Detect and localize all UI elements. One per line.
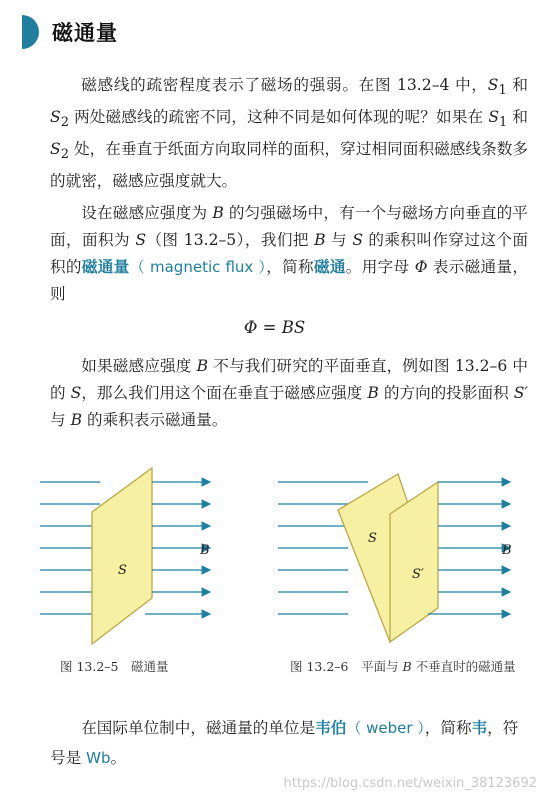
text: 两处磁感线的疏密不同，这种不同是如何体现的呢？如果在 — [68, 108, 489, 127]
paragraph-density — [50, 72, 528, 195]
text: 的匀强磁场中，有一个与磁场方向垂直的平面，面积为 — [50, 204, 528, 249]
text: 如果磁感应强度 — [81, 357, 197, 375]
plane-s — [92, 468, 152, 644]
text: 与 — [50, 411, 71, 429]
var-phi: Φ — [414, 258, 428, 276]
figure-caption-13-2-6 — [290, 657, 530, 676]
text: 磁感线的疏密程度表示了磁场的强弱。在图 13.2–4 中， — [81, 76, 488, 94]
text: （图 13.2–5），我们把 — [146, 231, 315, 249]
text: 的乘积叫作穿过这个面积的 — [50, 231, 528, 276]
var-s: S — [70, 384, 82, 402]
heading-marker — [22, 15, 39, 49]
watermark: https://blog.csdn.net/weixin_38123692 — [283, 776, 537, 791]
english-term: （ magnetic flux ） — [129, 258, 267, 276]
var-b: B — [402, 659, 412, 674]
sub: 1 — [498, 83, 507, 99]
text: 不垂直时的磁通量 — [411, 659, 516, 674]
unit-symbol: Wb — [86, 749, 111, 767]
text: 和 — [507, 108, 528, 127]
figure-oblique-plane — [278, 462, 528, 652]
text: ，符号是 — [50, 719, 519, 767]
var-s1: S — [488, 108, 500, 127]
sub: 2 — [60, 147, 69, 163]
figure-caption-13-2-5: 图 13.2–5 磁通量 — [60, 659, 169, 674]
keyword-flux-short: 磁通 — [313, 258, 346, 276]
text: ，那么我们用这个面在垂直于磁感应强度 — [81, 384, 368, 402]
var-s: S — [135, 231, 147, 249]
section-heading — [0, 14, 118, 50]
text: 表示磁通量，则 — [50, 258, 528, 303]
keyword-weber: 韦伯 — [315, 719, 347, 737]
paragraph-projection — [50, 353, 528, 434]
text: 不与我们研究的平面垂直，例如图 13.2–6 中的 — [50, 357, 529, 402]
flux-formula: Φ = BS — [243, 318, 306, 337]
var-s2: S — [50, 108, 61, 127]
var-b: B — [367, 384, 379, 402]
projection-label: S′ — [412, 567, 424, 582]
keyword-wei: 韦 — [471, 719, 488, 737]
field-label: B — [200, 543, 210, 558]
text: 在国际单位制中，磁通量的单位是 — [81, 719, 316, 737]
var-s-prime: S′ — [513, 384, 528, 402]
field-lines-front — [428, 482, 510, 614]
keyword-magnetic-flux: 磁通量 — [81, 258, 130, 276]
english-term: （ weber ） — [346, 719, 425, 737]
text: 设在磁感应强度为 — [81, 204, 213, 222]
var-b: B — [212, 204, 224, 222]
paragraph-unit — [50, 713, 528, 773]
figure-perpendicular-plane — [40, 462, 270, 652]
text: 的方向的投影面积 — [378, 384, 514, 402]
var-s1: S — [487, 76, 499, 94]
var-b: B — [196, 357, 209, 375]
text: ，简称 — [424, 719, 472, 737]
section-title: 磁通量 — [52, 21, 118, 45]
var-s2: S — [50, 140, 61, 159]
sub: 1 — [499, 115, 508, 131]
plane-label: S — [118, 563, 127, 578]
field-lines-behind — [40, 482, 100, 614]
text: 的乘积表示磁通量。 — [82, 411, 228, 429]
field-label: B — [502, 543, 512, 558]
text: 处，在垂直于纸面方向取同样的面积，穿过相同面积磁感线条数多的就密，磁感应强度就大。 — [50, 140, 528, 191]
text: 。用字母 — [345, 258, 415, 276]
text: 。 — [110, 749, 127, 767]
plane-label: S — [368, 531, 377, 546]
var-b: B — [314, 231, 326, 249]
text: 与 — [325, 231, 353, 249]
var-s: S — [352, 231, 364, 249]
var-b: B — [70, 411, 83, 429]
text: 图 13.2–6 平面与 — [290, 659, 403, 674]
sub: 2 — [60, 115, 69, 131]
text: ，简称 — [266, 258, 314, 276]
text: 和 — [506, 76, 528, 94]
paragraph-definition — [50, 200, 528, 308]
